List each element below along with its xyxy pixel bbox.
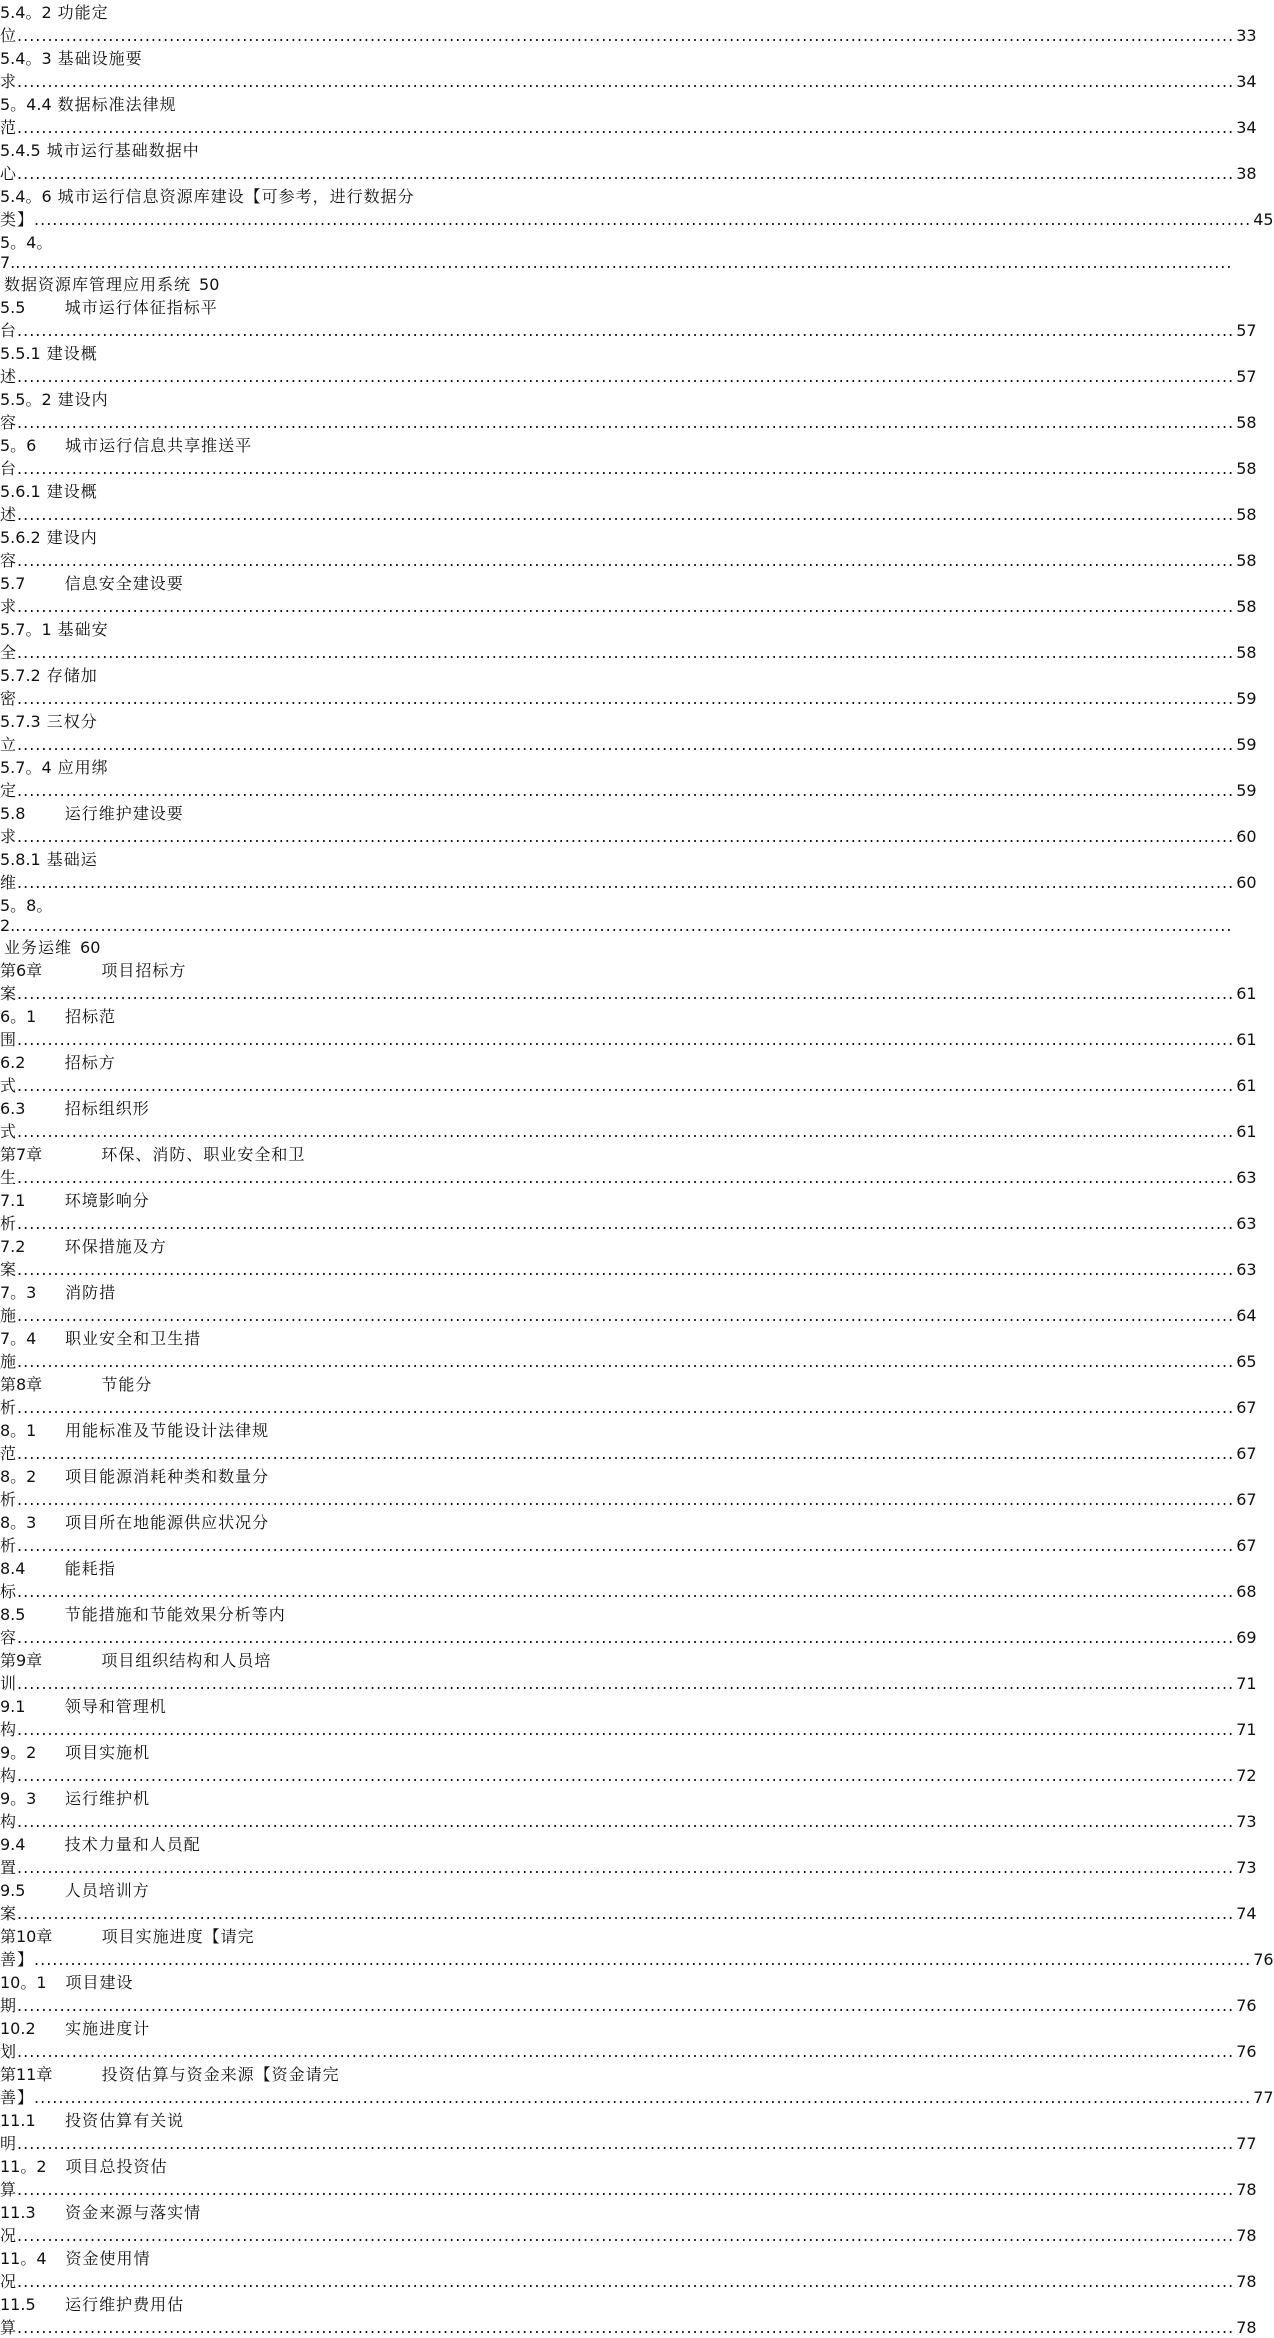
- toc-entry-title: 项目总投资估算: [0, 2157, 168, 2199]
- toc-entry[interactable]: [0, 2108, 1257, 2154]
- toc-entry-number: 5。8。2.: [0, 896, 53, 935]
- toc-entry-page: 76: [1253, 1950, 1274, 1969]
- toc-entry-title: 基础运维: [0, 850, 98, 892]
- toc-entry-page: 57: [1236, 321, 1257, 340]
- toc-entry[interactable]: [0, 387, 1257, 433]
- toc-entry-title: 资金使用情况: [0, 2249, 151, 2291]
- toc-entry-number: 11.5: [0, 2295, 36, 2314]
- toc-entry-leader: [17, 2226, 1234, 2245]
- toc-entry-title: 项目招标方案: [0, 961, 187, 1003]
- toc-entry-number: 7。4: [0, 1329, 37, 1348]
- toc-entry-page: 77: [1236, 2134, 1257, 2153]
- toc-entry-leader: [17, 1628, 1234, 1647]
- toc-entry[interactable]: [0, 433, 1257, 479]
- toc-entry-title: 运行维护机构: [0, 1789, 151, 1831]
- toc-entry-page: 74: [1236, 1904, 1257, 1923]
- toc-entry[interactable]: [0, 2016, 1257, 2062]
- toc-entry-leader: [17, 459, 1234, 478]
- toc-entry-leader: [34, 2088, 1251, 2107]
- toc-entry[interactable]: [0, 1556, 1257, 1602]
- toc-entry[interactable]: [0, 1188, 1257, 1234]
- toc-entry-number: 10。1: [0, 1973, 47, 1992]
- toc-entry[interactable]: [0, 2292, 1257, 2338]
- toc-entry-page: 58: [1236, 643, 1257, 662]
- toc-entry-title: 能耗指标: [0, 1559, 116, 1601]
- toc-entry[interactable]: [0, 138, 1257, 184]
- toc-entry[interactable]: [0, 1740, 1257, 1786]
- toc-entry-title: 城市运行信息资源库建设【可参考，进行数据分类】: [0, 187, 415, 229]
- toc-entry-page: 61: [1236, 984, 1257, 1003]
- toc-entry-page: 67: [1236, 1444, 1257, 1463]
- toc-entry[interactable]: [0, 1004, 1257, 1050]
- toc-entry-leader: [17, 597, 1234, 616]
- toc-entry-leader: [17, 72, 1234, 91]
- toc-entry-leader: [17, 26, 1234, 45]
- toc-entry-leader: [17, 1996, 1234, 2015]
- toc-entry-number: 5。4.4: [0, 95, 52, 114]
- toc-entry-leader: [17, 1904, 1234, 1923]
- toc-entry-title: 人员培训方案: [0, 1881, 150, 1923]
- toc-entry-title: 消防措施: [0, 1283, 117, 1325]
- toc-entry-page: 58: [1236, 459, 1257, 478]
- toc-entry-title: 信息安全建设要求: [0, 574, 184, 616]
- toc-entry-leader: [17, 689, 1234, 708]
- toc-entry-number: 5.6.2: [0, 528, 41, 547]
- toc-entry[interactable]: [0, 1096, 1257, 1142]
- toc-entry-page: 78: [1236, 2226, 1257, 2245]
- toc-entry[interactable]: [0, 617, 1257, 663]
- toc-entry-title: 数据资源库管理应用系统: [4, 275, 192, 294]
- toc-entry[interactable]: [0, 2246, 1257, 2292]
- toc-entry[interactable]: [0, 847, 1257, 893]
- toc-entry-leader: [17, 2042, 1234, 2061]
- toc-entry-title: 存储加密: [0, 666, 98, 708]
- toc-entry-number: 8.4: [0, 1559, 26, 1578]
- toc-entry-page: 63: [1236, 1260, 1257, 1279]
- toc-entry-number: 6。1: [0, 1007, 37, 1026]
- toc-entry-title: 节能措施和节能效果分析等内容: [0, 1605, 286, 1647]
- toc-entry-number: 5。6: [0, 436, 37, 455]
- toc-entry-number: 8。2: [0, 1467, 37, 1486]
- toc-entry-leader: [17, 1306, 1234, 1325]
- toc-entry-number: 7.1: [0, 1191, 26, 1210]
- toc-entry-number: 5.7: [0, 574, 26, 593]
- toc-entry[interactable]: [0, 1924, 1274, 1970]
- toc-entry-page: 73: [1236, 1858, 1257, 1877]
- toc-entry-page: 33: [1236, 26, 1257, 45]
- toc-entry-title: 环保、消防、职业安全和卫生: [0, 1145, 306, 1187]
- toc-entry-leader: [17, 551, 1234, 570]
- toc-entry-title: 数据标准法律规范: [0, 95, 177, 137]
- toc-entry-number: 11。4: [0, 2249, 47, 2268]
- toc-entry-page: 58: [1236, 505, 1257, 524]
- toc-entry-leader: [17, 1168, 1234, 1187]
- toc-entry[interactable]: [0, 1142, 1257, 1188]
- toc-entry-title: 城市运行体征指标平台: [0, 298, 218, 340]
- toc-entry-number: 5.4。3: [0, 49, 52, 68]
- toc-entry-leader: [17, 1582, 1234, 1601]
- toc-entry-number: 5.4.5: [0, 141, 41, 160]
- toc-entry-number: 5.8.1: [0, 850, 41, 869]
- toc-entry[interactable]: [0, 1372, 1257, 1418]
- toc-entry-leader: [34, 210, 1251, 229]
- toc-entry-leader: [17, 1260, 1234, 1279]
- toc-entry-number: 9.1: [0, 1697, 26, 1716]
- toc-entry-leader: [17, 643, 1234, 662]
- toc-entry-page: 58: [1236, 551, 1257, 570]
- toc-entry-page: 67: [1236, 1536, 1257, 1555]
- toc-entry-page: 57: [1236, 367, 1257, 386]
- toc-entry-leader: [15, 253, 1232, 272]
- toc-entry[interactable]: [0, 341, 1257, 387]
- toc-entry-title: 环保措施及方案: [0, 1237, 167, 1279]
- toc-entry[interactable]: [0, 2062, 1274, 2108]
- toc-entry-number: 10.2: [0, 2019, 36, 2038]
- toc-entry-title: 应用绑定: [0, 758, 109, 800]
- toc-entry-leader: [17, 1766, 1234, 1785]
- toc-entry[interactable]: [0, 2154, 1257, 2200]
- toc-entry-leader: [17, 735, 1234, 754]
- toc-entry-title: 节能分析: [0, 1375, 153, 1417]
- toc-entry[interactable]: [0, 2200, 1257, 2246]
- toc-entry-title: 三权分立: [0, 712, 98, 754]
- toc-entry-leader: [17, 2180, 1234, 2199]
- toc-entry-title: 投资估算有关说明: [0, 2111, 185, 2153]
- toc-entry-page: 71: [1236, 1720, 1257, 1739]
- toc-entry-leader: [17, 2272, 1234, 2291]
- toc-entry[interactable]: [0, 184, 1274, 230]
- toc-entry-title: 招标范围: [0, 1007, 117, 1049]
- toc-entry-number: 第8章: [0, 1375, 43, 1394]
- toc-entry[interactable]: [0, 46, 1257, 92]
- toc-entry-page: 68: [1236, 1582, 1257, 1601]
- toc-entry-leader: [17, 1536, 1234, 1555]
- toc-entry-leader: [17, 118, 1234, 137]
- toc-entry-number: 6.3: [0, 1099, 26, 1118]
- toc-entry[interactable]: [0, 295, 1257, 341]
- toc-entry-title: 基础设施要求: [0, 49, 143, 91]
- toc-entry-number: 5.7.2: [0, 666, 41, 685]
- toc-entry-title: 招标组织形式: [0, 1099, 150, 1141]
- toc-entry-page: 61: [1236, 1076, 1257, 1095]
- toc-entry-leader: [17, 1858, 1234, 1877]
- toc-entry[interactable]: [0, 709, 1257, 755]
- toc-entry-title: 城市运行基础数据中心: [0, 141, 200, 183]
- toc-entry-page: 58: [1236, 597, 1257, 616]
- toc-entry-title: 运行维护建设要求: [0, 804, 184, 846]
- toc-entry-page: 67: [1236, 1398, 1257, 1417]
- toc-entry[interactable]: [0, 1694, 1257, 1740]
- toc-entry[interactable]: [0, 1464, 1257, 1510]
- toc-entry-number: 8.5: [0, 1605, 26, 1624]
- toc-entry-leader: [17, 2318, 1234, 2337]
- toc-entry-page: 63: [1236, 1214, 1257, 1233]
- toc-entry-title: 环境影响分析: [0, 1191, 150, 1233]
- toc-entry-leader: [17, 1444, 1234, 1463]
- toc-entry-number: 7.2: [0, 1237, 26, 1256]
- toc-entry-page: 76: [1236, 2042, 1257, 2061]
- toc-entry-page: 59: [1236, 781, 1257, 800]
- toc-entry-leader: [17, 781, 1234, 800]
- toc-entry-number: 9.4: [0, 1835, 26, 1854]
- toc-entry-number: 第9章: [0, 1651, 43, 1670]
- toc-entry-leader: [17, 2134, 1234, 2153]
- toc-entry[interactable]: [0, 1832, 1257, 1878]
- toc-entry-title: 功能定位: [0, 3, 109, 45]
- toc-entry-number: 第11章: [0, 2065, 53, 2084]
- toc-entry-number: 5.5: [0, 298, 26, 317]
- toc-entry-title: 项目能源消耗种类和数量分析: [0, 1467, 270, 1509]
- toc-entry-leader: [17, 1076, 1234, 1095]
- toc-entry-number: 5.8: [0, 804, 26, 823]
- toc-entry-title: 项目所在地能源供应状况分析: [0, 1513, 270, 1555]
- toc-entry-number: 11.1: [0, 2111, 36, 2130]
- toc-entry-leader: [34, 1950, 1251, 1969]
- toc-entry-number: 5.4。2: [0, 3, 52, 22]
- toc-entry-leader: [17, 984, 1234, 1003]
- toc-entry-title: 建设概述: [0, 344, 98, 386]
- toc-entry[interactable]: [0, 1970, 1257, 2016]
- toc-entry-title: 城市运行信息共享推送平台: [0, 436, 253, 478]
- toc-entry-title: 投资估算与资金来源【资金请完善】: [0, 2065, 340, 2107]
- toc-entry-page: 45: [1253, 210, 1274, 229]
- toc-entry-number: 5.4。6: [0, 187, 52, 206]
- toc-entry[interactable]: [0, 1280, 1257, 1326]
- toc-entry-title: 职业安全和卫生措施: [0, 1329, 202, 1371]
- toc-entry[interactable]: [0, 958, 1257, 1004]
- toc-entry-page: 65: [1236, 1352, 1257, 1371]
- toc-entry-page: 60: [1236, 827, 1257, 846]
- toc-entry[interactable]: [0, 893, 950, 958]
- toc-entry-number: 6.2: [0, 1053, 26, 1072]
- toc-entry-page: 63: [1236, 1168, 1257, 1187]
- toc-entry-title: 建设概述: [0, 482, 98, 524]
- toc-entry-leader: [17, 505, 1234, 524]
- toc-entry-title: 业务运维: [4, 938, 73, 957]
- toc-entry-page: 50: [199, 275, 220, 294]
- toc-entry-page: 59: [1236, 689, 1257, 708]
- toc-entry[interactable]: [0, 801, 1257, 847]
- toc-entry-page: 61: [1236, 1030, 1257, 1049]
- toc-entry-leader: [17, 1352, 1234, 1371]
- toc-entry-leader: [17, 827, 1234, 846]
- toc-entry[interactable]: [0, 1418, 1257, 1464]
- toc-entry-number: 5.7。4: [0, 758, 52, 777]
- toc-entry-page: 58: [1236, 413, 1257, 432]
- toc-entry-number: 5.7.3: [0, 712, 41, 731]
- toc-entry-title: 项目组织结构和人员培训: [0, 1651, 272, 1693]
- toc-entry-title: 用能标准及节能设计法律规范: [0, 1421, 270, 1463]
- toc-entry-number: 5.7。1: [0, 620, 52, 639]
- toc-entry-number: 8。3: [0, 1513, 37, 1532]
- toc-entry-leader: [17, 873, 1234, 892]
- toc-entry[interactable]: [0, 479, 1257, 525]
- toc-entry-title: 实施进度计划: [0, 2019, 151, 2061]
- toc-entry-page: 67: [1236, 1490, 1257, 1509]
- toc-entry-page: 73: [1236, 1812, 1257, 1831]
- toc-entry-page: 78: [1236, 2318, 1257, 2337]
- toc-entry-title: 基础安全: [0, 620, 109, 662]
- toc-entry[interactable]: [0, 663, 1257, 709]
- toc-entry-number: 8。1: [0, 1421, 37, 1440]
- toc-entry-title: 项目建设期: [0, 1973, 134, 2015]
- toc-entry-leader: [17, 321, 1234, 340]
- toc-entry-leader: [17, 1214, 1234, 1233]
- toc-entry-leader: [17, 1812, 1234, 1831]
- toc-entry-title: 项目实施进度【请完善】: [0, 1927, 255, 1969]
- toc-entry-page: 71: [1236, 1674, 1257, 1693]
- toc-entry-number: 5.5。2: [0, 390, 52, 409]
- toc-entry-page: 76: [1236, 1996, 1257, 2015]
- toc-entry-number: 9.5: [0, 1881, 26, 1900]
- toc-entry-number: 11.3: [0, 2203, 36, 2222]
- toc-entry-page: 60: [1236, 873, 1257, 892]
- toc-entry-page: 61: [1236, 1122, 1257, 1141]
- toc-entry-number: 5。4。7.: [0, 233, 53, 272]
- toc-entry-page: 60: [80, 938, 101, 957]
- toc-entry-leader: [17, 413, 1234, 432]
- toc-entry-title: 建设内容: [0, 528, 98, 570]
- toc-entry[interactable]: [0, 571, 1257, 617]
- toc-entry-number: 5.5.1: [0, 344, 41, 363]
- toc-entry-leader: [17, 1674, 1234, 1693]
- toc-entry-page: 34: [1236, 72, 1257, 91]
- toc-entry[interactable]: [0, 1050, 1257, 1096]
- toc-entry-title: 运行维护费用估算: [0, 2295, 185, 2337]
- toc-entry-leader: [17, 1398, 1234, 1417]
- toc-entry-title: 建设内容: [0, 390, 109, 432]
- toc-entry-title: 领导和管理机构: [0, 1697, 167, 1739]
- toc-entry-title: 技术力量和人员配置: [0, 1835, 201, 1877]
- toc-entry-page: 59: [1236, 735, 1257, 754]
- toc-entry-leader: [15, 916, 1232, 935]
- toc-entry-number: 9。2: [0, 1743, 37, 1762]
- toc-entry-page: 72: [1236, 1766, 1257, 1785]
- toc-entry-number: 11。2: [0, 2157, 47, 2176]
- toc-entry-page: 34: [1236, 118, 1257, 137]
- toc-entry-number: 第7章: [0, 1145, 43, 1164]
- toc-entry[interactable]: [0, 92, 1257, 138]
- toc-entry-number: 5.6.1: [0, 482, 41, 501]
- toc-entry-leader: [17, 1122, 1234, 1141]
- toc-entry-leader: [17, 1490, 1234, 1509]
- toc-entry-page: 64: [1236, 1306, 1257, 1325]
- toc-entry-leader: [17, 1720, 1234, 1739]
- toc-entry[interactable]: [0, 0, 1257, 46]
- toc-entry[interactable]: [0, 1602, 1257, 1648]
- toc-entry[interactable]: [0, 1648, 1257, 1694]
- toc-entry-page: 69: [1236, 1628, 1257, 1647]
- toc-entry-title: 项目实施机构: [0, 1743, 151, 1785]
- toc-entry-number: 第6章: [0, 961, 43, 980]
- toc-entry-page: 78: [1236, 2272, 1257, 2291]
- toc-entry-title: 招标方式: [0, 1053, 116, 1095]
- toc-entry[interactable]: [0, 755, 1257, 801]
- toc-entry-leader: [17, 367, 1234, 386]
- toc-entry-leader: [17, 1030, 1234, 1049]
- toc-entry[interactable]: [0, 230, 950, 295]
- toc-entry-number: 第10章: [0, 1927, 53, 1946]
- toc-entry[interactable]: [0, 1786, 1257, 1832]
- toc-entry-title: 资金来源与落实情况: [0, 2203, 202, 2245]
- toc-entry-number: 7。3: [0, 1283, 37, 1302]
- toc-entry[interactable]: [0, 525, 1257, 571]
- toc-entry[interactable]: [0, 1878, 1257, 1924]
- toc-entry-page: 38: [1236, 164, 1257, 183]
- toc-entry[interactable]: [0, 1326, 1257, 1372]
- toc-entry[interactable]: [0, 1234, 1257, 1280]
- toc-entry-page: 78: [1236, 2180, 1257, 2199]
- toc-entry-number: 9。3: [0, 1789, 37, 1808]
- toc-entry-leader: [17, 164, 1234, 183]
- toc-entry[interactable]: [0, 1510, 1257, 1556]
- toc-entry-page: 77: [1253, 2088, 1274, 2107]
